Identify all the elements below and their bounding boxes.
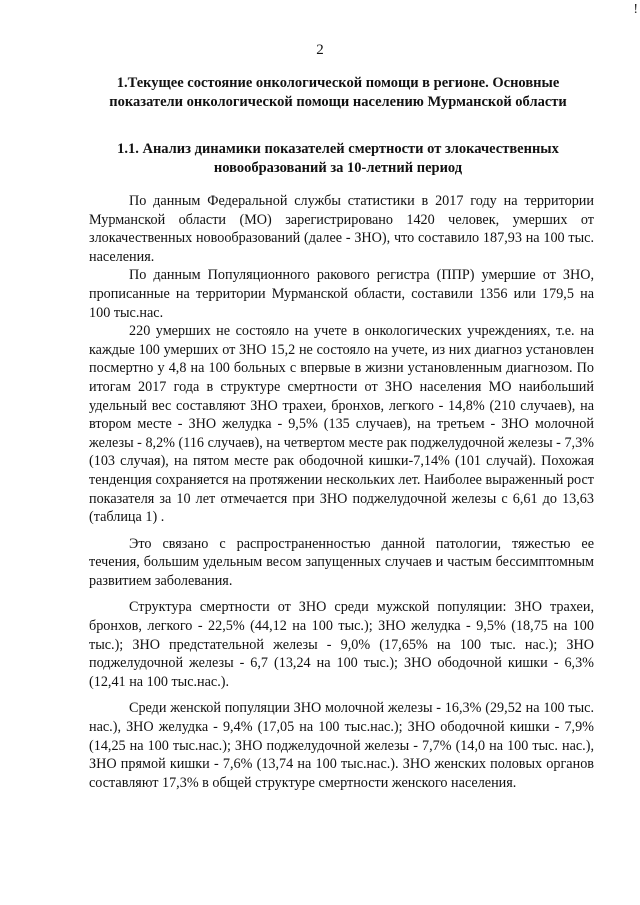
paragraph-population-registry: По данным Популяционного ракового регистра (ППР) умершие от ЗНО, прописанные на территории Мурманской области, составили 1356 или 179,5 на 100 тыс.нас. bbox=[89, 267, 594, 321]
corner-mark: ! bbox=[633, 2, 638, 17]
paragraph-female-population: Среди женской популяции ЗНО молочной железы - 16,3% (29,52 на 100 тыс. нас.), ЗНО желудка - 9,4% (17,05 на 100 тыс.нас.); ЗНО ободочной кишки - 7,9% (14,25 на 100 тыс.нас.); ЗНО поджелудочной железы - 7,7% (14,0 на 100 тыс. нас.), ЗНО прямой кишки - 7,6% (13,74 на 100 тыс.нас.). ЗНО женских половых органов составляют 17,3% в общей структуре смертности женского населения. bbox=[89, 700, 594, 791]
body-text bbox=[89, 192, 594, 792]
section-heading: 1.Текущее состояние онкологической помощи в регионе. Основные показатели онкологической помощи населению Мурманской области bbox=[109, 75, 567, 110]
paragraph-male-population: Структура смертности от ЗНО среди мужской популяции: ЗНО трахеи, бронхов, легкого - 22,5% (44,12 на 100 тыс.); ЗНО желудка - 9,5% (18,75 на 100 тыс.); ЗНО предстательной железы - 9,0% (17,65% на 100 тыс. нас.); ЗНО поджелудочной железы - 6,7 (13,24 на 100 тыс.); ЗНО ободочной кишки - 6,3% (12,41 на 100 тыс.нас.). bbox=[89, 599, 594, 690]
paragraph-mortality-structure: 220 умерших не состояло на учете в онкологических учреждениях, т.е. на каждые 100 умерших от ЗНО 15,2 не состояло на учете, из них диагноз установлен посмертно у 4,8 на 100 больных с впервые в жизни установленным диагнозом. По итогам 2017 года в структуре смертности от ЗНО населения МО наибольший удельный вес составляют ЗНО трахеи, бронхов, легкого - 14,8% (210 случаев), на втором месте - ЗНО желудка - 9,5% (135 случаев), на третьем - ЗНО молочной железы - 8,2% (116 случаев), на четвертом месте рак поджелудочной железы - 7,3% (103 случая), на пятом месте рак ободочной кишки-7,14% (101 случай). Похожая тенденция сохраняется на протяжении нескольких лет. Наиболее выраженный рост показателя за 10 лет отмечается при ЗНО поджелудочной железы с 6,61 до 13,63 (таблица 1) . bbox=[89, 323, 594, 526]
paragraph-explanation: Это связано с распространенностью данной патологии, тяжестью ее течения, большим удельным весом запущенных случаев и частым бессимптомным развитием заболевания. bbox=[89, 535, 594, 589]
subsection-heading: 1.1. Анализ динамики показателей смертности от злокачественных новообразований за 10-летний период bbox=[117, 141, 559, 176]
page-number: 2 bbox=[316, 42, 324, 58]
paragraph-federal-statistics: По данным Федеральной службы статистики в 2017 году на территории Мурманской области (МО) зарегистрировано 1420 человек, умерших от злокачественных новообразований (далее - ЗНО), что составило 187,93 на 100 тыс. населения. bbox=[89, 193, 594, 265]
